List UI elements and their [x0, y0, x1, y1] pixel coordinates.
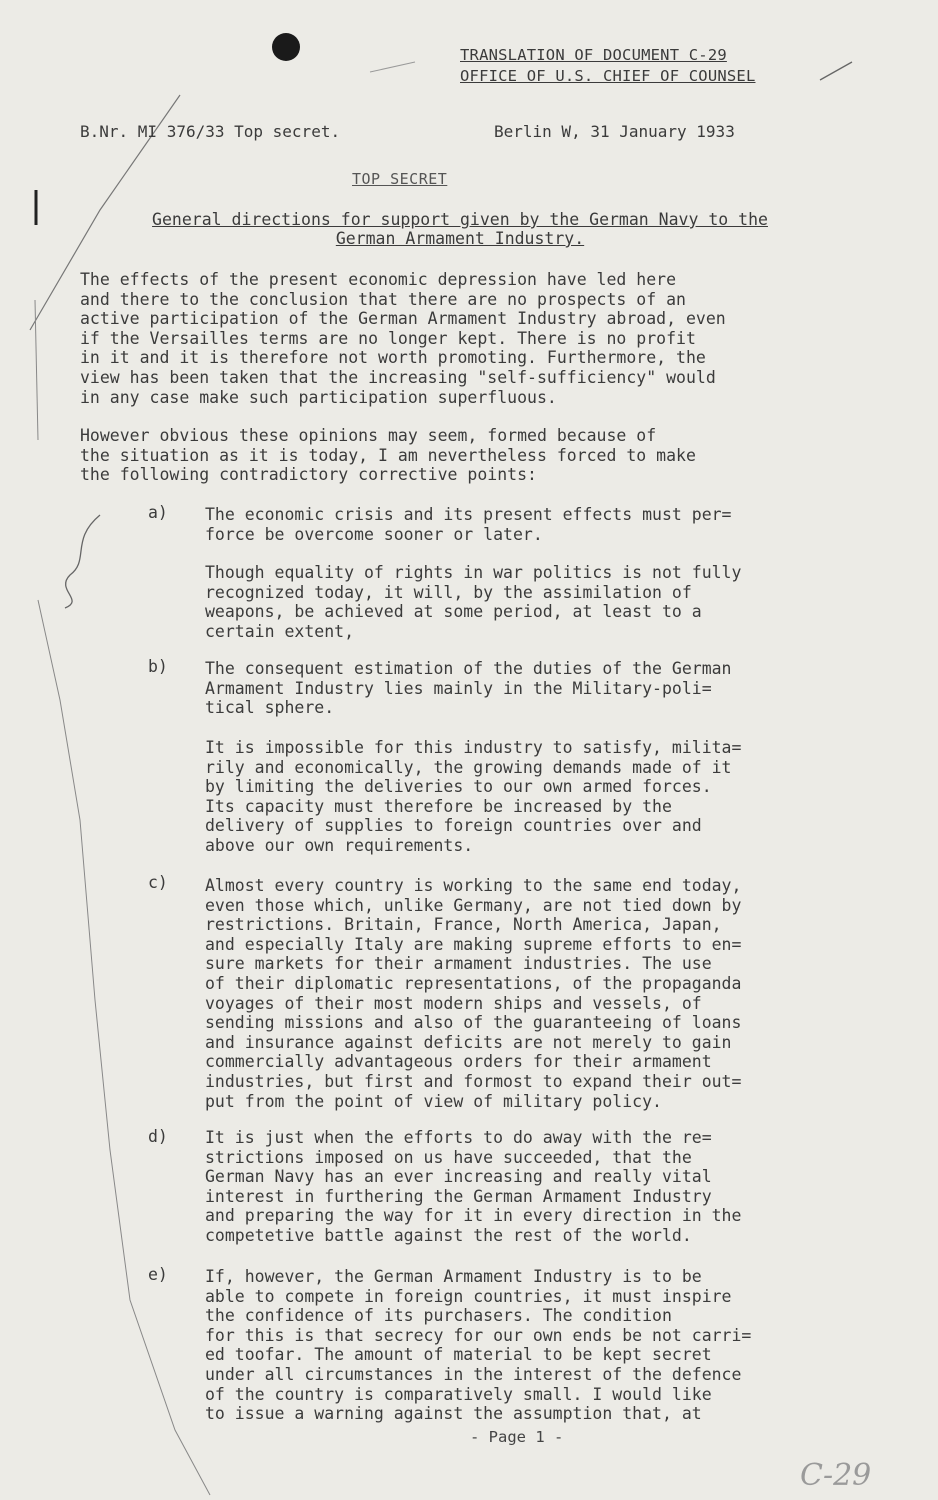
document-subject [80, 210, 840, 248]
page-number: - Page 1 - [470, 1428, 564, 1446]
place-date: Berlin W, 31 January 1933 [494, 122, 735, 141]
reference-number: B.Nr. MI 376/33 Top secret. [80, 122, 341, 141]
point-b-text-1: The consequent estimation of the duties of the German Armament Industry lies mainly in the Military-poli= tical sphere. [205, 659, 732, 718]
header-line-2: OFFICE OF U.S. CHIEF OF COUNSEL [460, 67, 756, 85]
point-a-label: a) [148, 503, 168, 522]
subject-line-1: General directions for support given by the German Navy to the [152, 210, 768, 229]
header-line-1: TRANSLATION OF DOCUMENT C-29 [460, 46, 727, 64]
point-d-text: It is just when the efforts to do away with the re= strictions imposed on us have succeeded, that the German Navy has an ever increasing and really vital interest in furthering the German Armament Industry and preparing the way for it in every direction in the competetive battle against the rest of the world. [205, 1128, 742, 1245]
document-header [460, 45, 756, 87]
point-a-text-2: Though equality of rights in war politics is not fully recognized today, it will, by the assimilation of weapons, be achieved at some period, at least to a certain extent, [205, 563, 742, 641]
handwritten-document-number: C-29 [800, 1458, 872, 1493]
paragraph-2: However obvious these opinions may seem, formed because of the situation as it is today, I am nevertheless forced to make the following contradictory corrective points: [80, 426, 696, 485]
point-c-text: Almost every country is working to the same end today, even those which, unlike Germany, are not tied down by restrictions. Britain, France, North America, Japan, and especially Italy are making supreme efforts to en= sure markets for their armament industries. The use of their diplomatic representations, of the propaganda voyages of their most modern ships and vessels, of sending missions and also of the guaranteeing of loans and insurance against deficits are not merely to gain commercially advantageous orders for their armament industries, but first and formost to expand their out= put from the point of view of military policy. [205, 876, 742, 1111]
point-a-text-1: The economic crisis and its present effects must per= force be overcome sooner or later. [205, 505, 732, 544]
point-d-label: d) [148, 1127, 168, 1146]
subject-line-2: German Armament Industry. [335, 229, 585, 248]
point-e-text: If, however, the German Armament Industry is to be able to compete in foreign countries, it must inspire the confidence of its purchasers. The condition for this is that secrecy for our own ends be not carri= ed toofar. The amount of material to be kept secret under all circumstances in the interest of the defence of the country is comparatively small. I would like to issue a warning against the assumption that, at [205, 1267, 752, 1424]
punch-hole [272, 33, 300, 61]
point-b-text-2: It is impossible for this industry to satisfy, milita= rily and economically, the growing demands made of it by limiting the deliveries to our own armed forces. Its capacity must therefore be increased by the delivery of supplies to foreign countries over and above our own requirements. [205, 738, 742, 855]
classification-label: TOP SECRET [352, 170, 448, 188]
paragraph-1: The effects of the present economic depression have led here and there to the conclusion that there are no prospects of an active participation of the German Armament Industry abroad, even if the Versailles terms are no longer kept. There is no profit in it and it is therefore not worth promoting. Furthermore, the view has been taken that the increasing "self-sufficiency" would in any case make such participation superfluous. [80, 270, 726, 407]
point-b-label: b) [148, 657, 168, 676]
point-e-label: e) [148, 1265, 168, 1284]
point-c-label: c) [148, 873, 168, 892]
